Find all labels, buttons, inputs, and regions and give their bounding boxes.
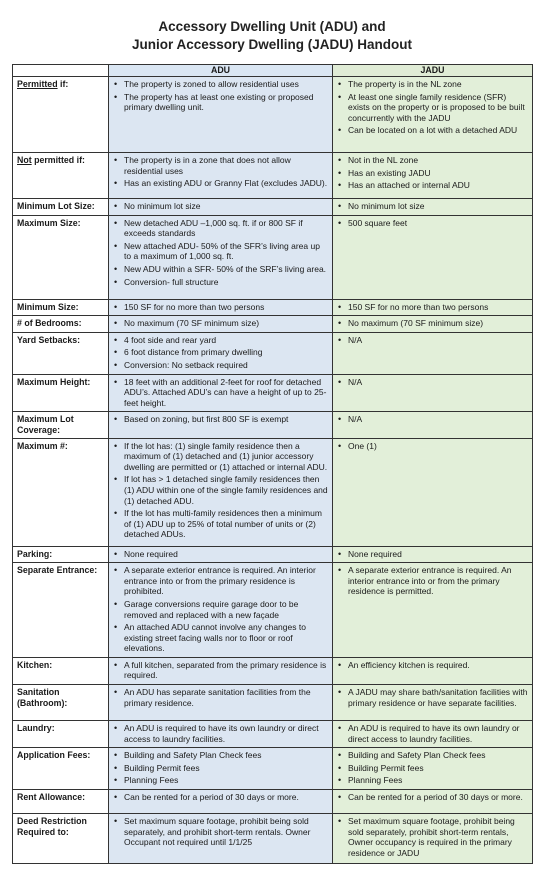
row-label: Kitchen: xyxy=(13,657,109,684)
jadu-bullet-list xyxy=(336,549,529,560)
row-label-underlined: Permitted xyxy=(17,79,58,89)
adu-bullet-list xyxy=(112,723,329,744)
row-label: # of Bedrooms: xyxy=(13,316,109,333)
table-row xyxy=(13,685,533,721)
jadu-cell xyxy=(333,412,533,438)
table-row xyxy=(13,748,533,790)
jadu-cell xyxy=(333,721,533,748)
bullet-item: • An ADU has separate sanitation facilities from the primary residence. xyxy=(112,687,329,708)
row-label: Application Fees: xyxy=(13,748,109,790)
bullet-item: • N/A xyxy=(336,335,529,346)
jadu-cell xyxy=(333,657,533,684)
row-label-rest: if: xyxy=(57,79,69,89)
bullet-item: • A separate exterior entrance is required. An interior entrance into or from the primary residence is permitted. xyxy=(336,565,529,597)
bullet-item: • Not in the NL zone xyxy=(336,155,529,166)
table-row xyxy=(13,215,533,299)
adu-cell xyxy=(109,438,333,546)
adu-cell xyxy=(109,316,333,333)
header-adu: ADU xyxy=(109,65,333,77)
bullet-item: • Can be rented for a period of 30 days or more. xyxy=(336,792,529,803)
bullet-item: • Conversion- full structure xyxy=(112,277,329,288)
adu-bullet-list xyxy=(112,218,329,288)
jadu-cell xyxy=(333,546,533,563)
bullet-item: • 6 foot distance from primary dwelling xyxy=(112,347,329,358)
adu-cell xyxy=(109,546,333,563)
bullet-item: • Has an existing JADU xyxy=(336,168,529,179)
adu-cell xyxy=(109,814,333,864)
bullet-item: • Conversion: No setback required xyxy=(112,360,329,371)
row-label: Laundry: xyxy=(13,721,109,748)
jadu-cell xyxy=(333,685,533,721)
jadu-cell xyxy=(333,438,533,546)
table-row xyxy=(13,438,533,546)
bullet-item: • If lot has > 1 detached single family residences then (1) ADU within one of the single family residences and (1) detached ADU. xyxy=(112,474,329,506)
bullet-item: • The property is zoned to allow residential uses xyxy=(112,79,329,90)
jadu-cell xyxy=(333,790,533,814)
bullet-item: • No maximum (70 SF minimum size) xyxy=(336,318,529,329)
table-body xyxy=(13,77,533,864)
jadu-bullet-list xyxy=(336,723,529,744)
table-row xyxy=(13,77,533,153)
bullet-item: • Building Permit fees xyxy=(112,763,329,774)
bullet-item: • An ADU is required to have its own laundry or direct access to laundry facilities. xyxy=(112,723,329,744)
bullet-item: • If the lot has multi-family residences then a minimum of (1) ADU up to 25% of total number of units or (2) detached ADUs. xyxy=(112,508,329,540)
adu-bullet-list xyxy=(112,660,329,681)
adu-bullet-list xyxy=(112,792,329,803)
table-row xyxy=(13,332,533,374)
jadu-cell xyxy=(333,814,533,864)
bullet-item: • The property has at least one existing or proposed primary dwelling unit. xyxy=(112,92,329,113)
bullet-item: • An ADU is required to have its own laundry or direct access to laundry facilities. xyxy=(336,723,529,744)
table-row xyxy=(13,563,533,658)
bullet-item: • No minimum lot size xyxy=(112,201,329,212)
row-label xyxy=(13,77,109,153)
adu-cell xyxy=(109,748,333,790)
bullet-item: • Building and Safety Plan Check fees xyxy=(112,750,329,761)
jadu-cell xyxy=(333,316,533,333)
jadu-bullet-list xyxy=(336,441,529,452)
bullet-item: • At least one single family residence (SFR) exists on the property or is proposed to be built concurrently with the JADU xyxy=(336,92,529,124)
adu-cell xyxy=(109,685,333,721)
jadu-bullet-list xyxy=(336,816,529,858)
bullet-item: • Has an attached or internal ADU xyxy=(336,180,529,191)
bullet-item: • The property is in a zone that does not allow residential uses xyxy=(112,155,329,176)
table-row xyxy=(13,721,533,748)
adu-bullet-list xyxy=(112,816,329,848)
bullet-item: • A separate exterior entrance is required. An interior entrance into or from the primary residence is prohibited. xyxy=(112,565,329,597)
bullet-item: • 18 feet with an additional 2-feet for roof for detached ADU’s. Attached ADU’s can have a height of up to 25-feet height. xyxy=(112,377,329,409)
bullet-item: • 500 square feet xyxy=(336,218,529,229)
bullet-item: • Building Permit fees xyxy=(336,763,529,774)
table-header-row xyxy=(13,65,533,77)
header-blank xyxy=(13,65,109,77)
jadu-bullet-list xyxy=(336,660,529,671)
adu-bullet-list xyxy=(112,441,329,540)
jadu-cell xyxy=(333,563,533,658)
bullet-item: • N/A xyxy=(336,377,529,388)
bullet-item: • Based on zoning, but first 800 SF is exempt xyxy=(112,414,329,425)
bullet-item: • The property is in the NL zone xyxy=(336,79,529,90)
jadu-bullet-list xyxy=(336,335,529,346)
bullet-item: • A JADU may share bath/sanitation facilities with primary residence or have separate facilities. xyxy=(336,687,529,708)
jadu-bullet-list xyxy=(336,79,529,136)
adu-bullet-list xyxy=(112,302,329,313)
adu-cell xyxy=(109,215,333,299)
table-row xyxy=(13,412,533,438)
jadu-bullet-list xyxy=(336,302,529,313)
adu-cell xyxy=(109,412,333,438)
bullet-item: • Building and Safety Plan Check fees xyxy=(336,750,529,761)
adu-jadu-comparison-table xyxy=(12,64,533,864)
bullet-item: • An efficiency kitchen is required. xyxy=(336,660,529,671)
adu-cell xyxy=(109,374,333,412)
jadu-bullet-list xyxy=(336,155,529,191)
adu-bullet-list xyxy=(112,155,329,189)
bullet-item: • One (1) xyxy=(336,441,529,452)
adu-bullet-list xyxy=(112,201,329,212)
bullet-item: • Has an existing ADU or Granny Flat (excludes JADU). xyxy=(112,178,329,189)
table-row xyxy=(13,546,533,563)
row-label: Sanitation (Bathroom): xyxy=(13,685,109,721)
table-row xyxy=(13,299,533,316)
row-label: Parking: xyxy=(13,546,109,563)
jadu-bullet-list xyxy=(336,750,529,786)
adu-cell xyxy=(109,77,333,153)
row-label: Yard Setbacks: xyxy=(13,332,109,374)
bullet-item: • Planning Fees xyxy=(112,775,329,786)
bullet-item: • New detached ADU –1,000 sq. ft. if or 800 SF if exceeds standards xyxy=(112,218,329,239)
bullet-item: • A full kitchen, separated from the primary residence is required. xyxy=(112,660,329,681)
jadu-bullet-list xyxy=(336,377,529,388)
title-line-1: Accessory Dwelling Unit (ADU) and xyxy=(158,19,386,34)
bullet-item: • None required xyxy=(336,549,529,560)
table-row xyxy=(13,657,533,684)
adu-cell xyxy=(109,332,333,374)
adu-cell xyxy=(109,721,333,748)
jadu-cell xyxy=(333,332,533,374)
table-row xyxy=(13,199,533,216)
jadu-bullet-list xyxy=(336,218,529,229)
adu-bullet-list xyxy=(112,335,329,371)
title-line-2: Junior Accessory Dwelling (JADU) Handout xyxy=(131,37,413,52)
table-row xyxy=(13,316,533,333)
row-label: Separate Entrance: xyxy=(13,563,109,658)
table-row xyxy=(13,790,533,814)
row-label: Rent Allowance: xyxy=(13,790,109,814)
header-jadu: JADU xyxy=(333,65,533,77)
bullet-item: • 150 SF for no more than two persons xyxy=(112,302,329,313)
bullet-item: • New attached ADU- 50% of the SFR’s living area up to a maximum of 1,000 sq. ft. xyxy=(112,241,329,262)
jadu-bullet-list xyxy=(336,565,529,597)
table-row xyxy=(13,814,533,864)
bullet-item: • Set maximum square footage, prohibit being sold separately, and prohibit short-term rentals. Owner Occupant not required until 1/1/25 xyxy=(112,816,329,848)
bullet-item: • Can be rented for a period of 30 days or more. xyxy=(112,792,329,803)
row-label: Deed Restriction Required to: xyxy=(13,814,109,864)
adu-cell xyxy=(109,199,333,216)
jadu-bullet-list xyxy=(336,792,529,803)
table-row xyxy=(13,153,533,199)
adu-bullet-list xyxy=(112,687,329,708)
adu-bullet-list xyxy=(112,414,329,425)
bullet-item: • Can be located on a lot with a detached ADU xyxy=(336,125,529,136)
bullet-item: • 4 foot side and rear yard xyxy=(112,335,329,346)
jadu-cell xyxy=(333,748,533,790)
adu-bullet-list xyxy=(112,318,329,329)
jadu-cell xyxy=(333,215,533,299)
jadu-bullet-list xyxy=(336,414,529,425)
row-label: Minimum Lot Size: xyxy=(13,199,109,216)
jadu-bullet-list xyxy=(336,687,529,708)
adu-cell xyxy=(109,563,333,658)
jadu-cell xyxy=(333,153,533,199)
adu-bullet-list xyxy=(112,750,329,786)
bullet-item: • None required xyxy=(112,549,329,560)
row-label: Maximum #: xyxy=(13,438,109,546)
jadu-bullet-list xyxy=(336,201,529,212)
adu-bullet-list xyxy=(112,549,329,560)
row-label xyxy=(13,153,109,199)
row-label: Maximum Height: xyxy=(13,374,109,412)
row-label: Maximum Lot Coverage: xyxy=(13,412,109,438)
jadu-cell xyxy=(333,77,533,153)
jadu-cell xyxy=(333,199,533,216)
jadu-cell xyxy=(333,374,533,412)
adu-cell xyxy=(109,299,333,316)
bullet-item: • 150 SF for no more than two persons xyxy=(336,302,529,313)
row-label: Maximum Size: xyxy=(13,215,109,299)
jadu-bullet-list xyxy=(336,318,529,329)
row-label-underlined: Not xyxy=(17,155,32,165)
bullet-item: • If the lot has: (1) single family residence then a maximum of (1) detached and (1) junior accessory dwelling are permitted or (1) attached or internal ADU. xyxy=(112,441,329,473)
bullet-item: • Garage conversions require garage door to be removed and replaced with a new façade xyxy=(112,599,329,620)
adu-cell xyxy=(109,657,333,684)
bullet-item: • New ADU within a SFR- 50% of the SRF’s living area. xyxy=(112,264,329,275)
adu-bullet-list xyxy=(112,565,329,654)
jadu-cell xyxy=(333,299,533,316)
bullet-item: • No maximum (70 SF minimum size) xyxy=(112,318,329,329)
bullet-item: • Set maximum square footage, prohibit being sold separately, prohibit short-term rentals, Owner occupancy is required in the primary residence or JADU xyxy=(336,816,529,858)
adu-cell xyxy=(109,790,333,814)
table-row xyxy=(13,374,533,412)
row-label-rest: permitted if: xyxy=(31,155,85,165)
adu-cell xyxy=(109,153,333,199)
adu-bullet-list xyxy=(112,79,329,113)
row-label: Minimum Size: xyxy=(13,299,109,316)
document-title xyxy=(0,18,544,54)
adu-bullet-list xyxy=(112,377,329,409)
bullet-item: • Planning Fees xyxy=(336,775,529,786)
bullet-item: • No minimum lot size xyxy=(336,201,529,212)
bullet-item: • An attached ADU cannot involve any changes to existing street facing walls nor to floor or roof elevations. xyxy=(112,622,329,654)
bullet-item: • N/A xyxy=(336,414,529,425)
